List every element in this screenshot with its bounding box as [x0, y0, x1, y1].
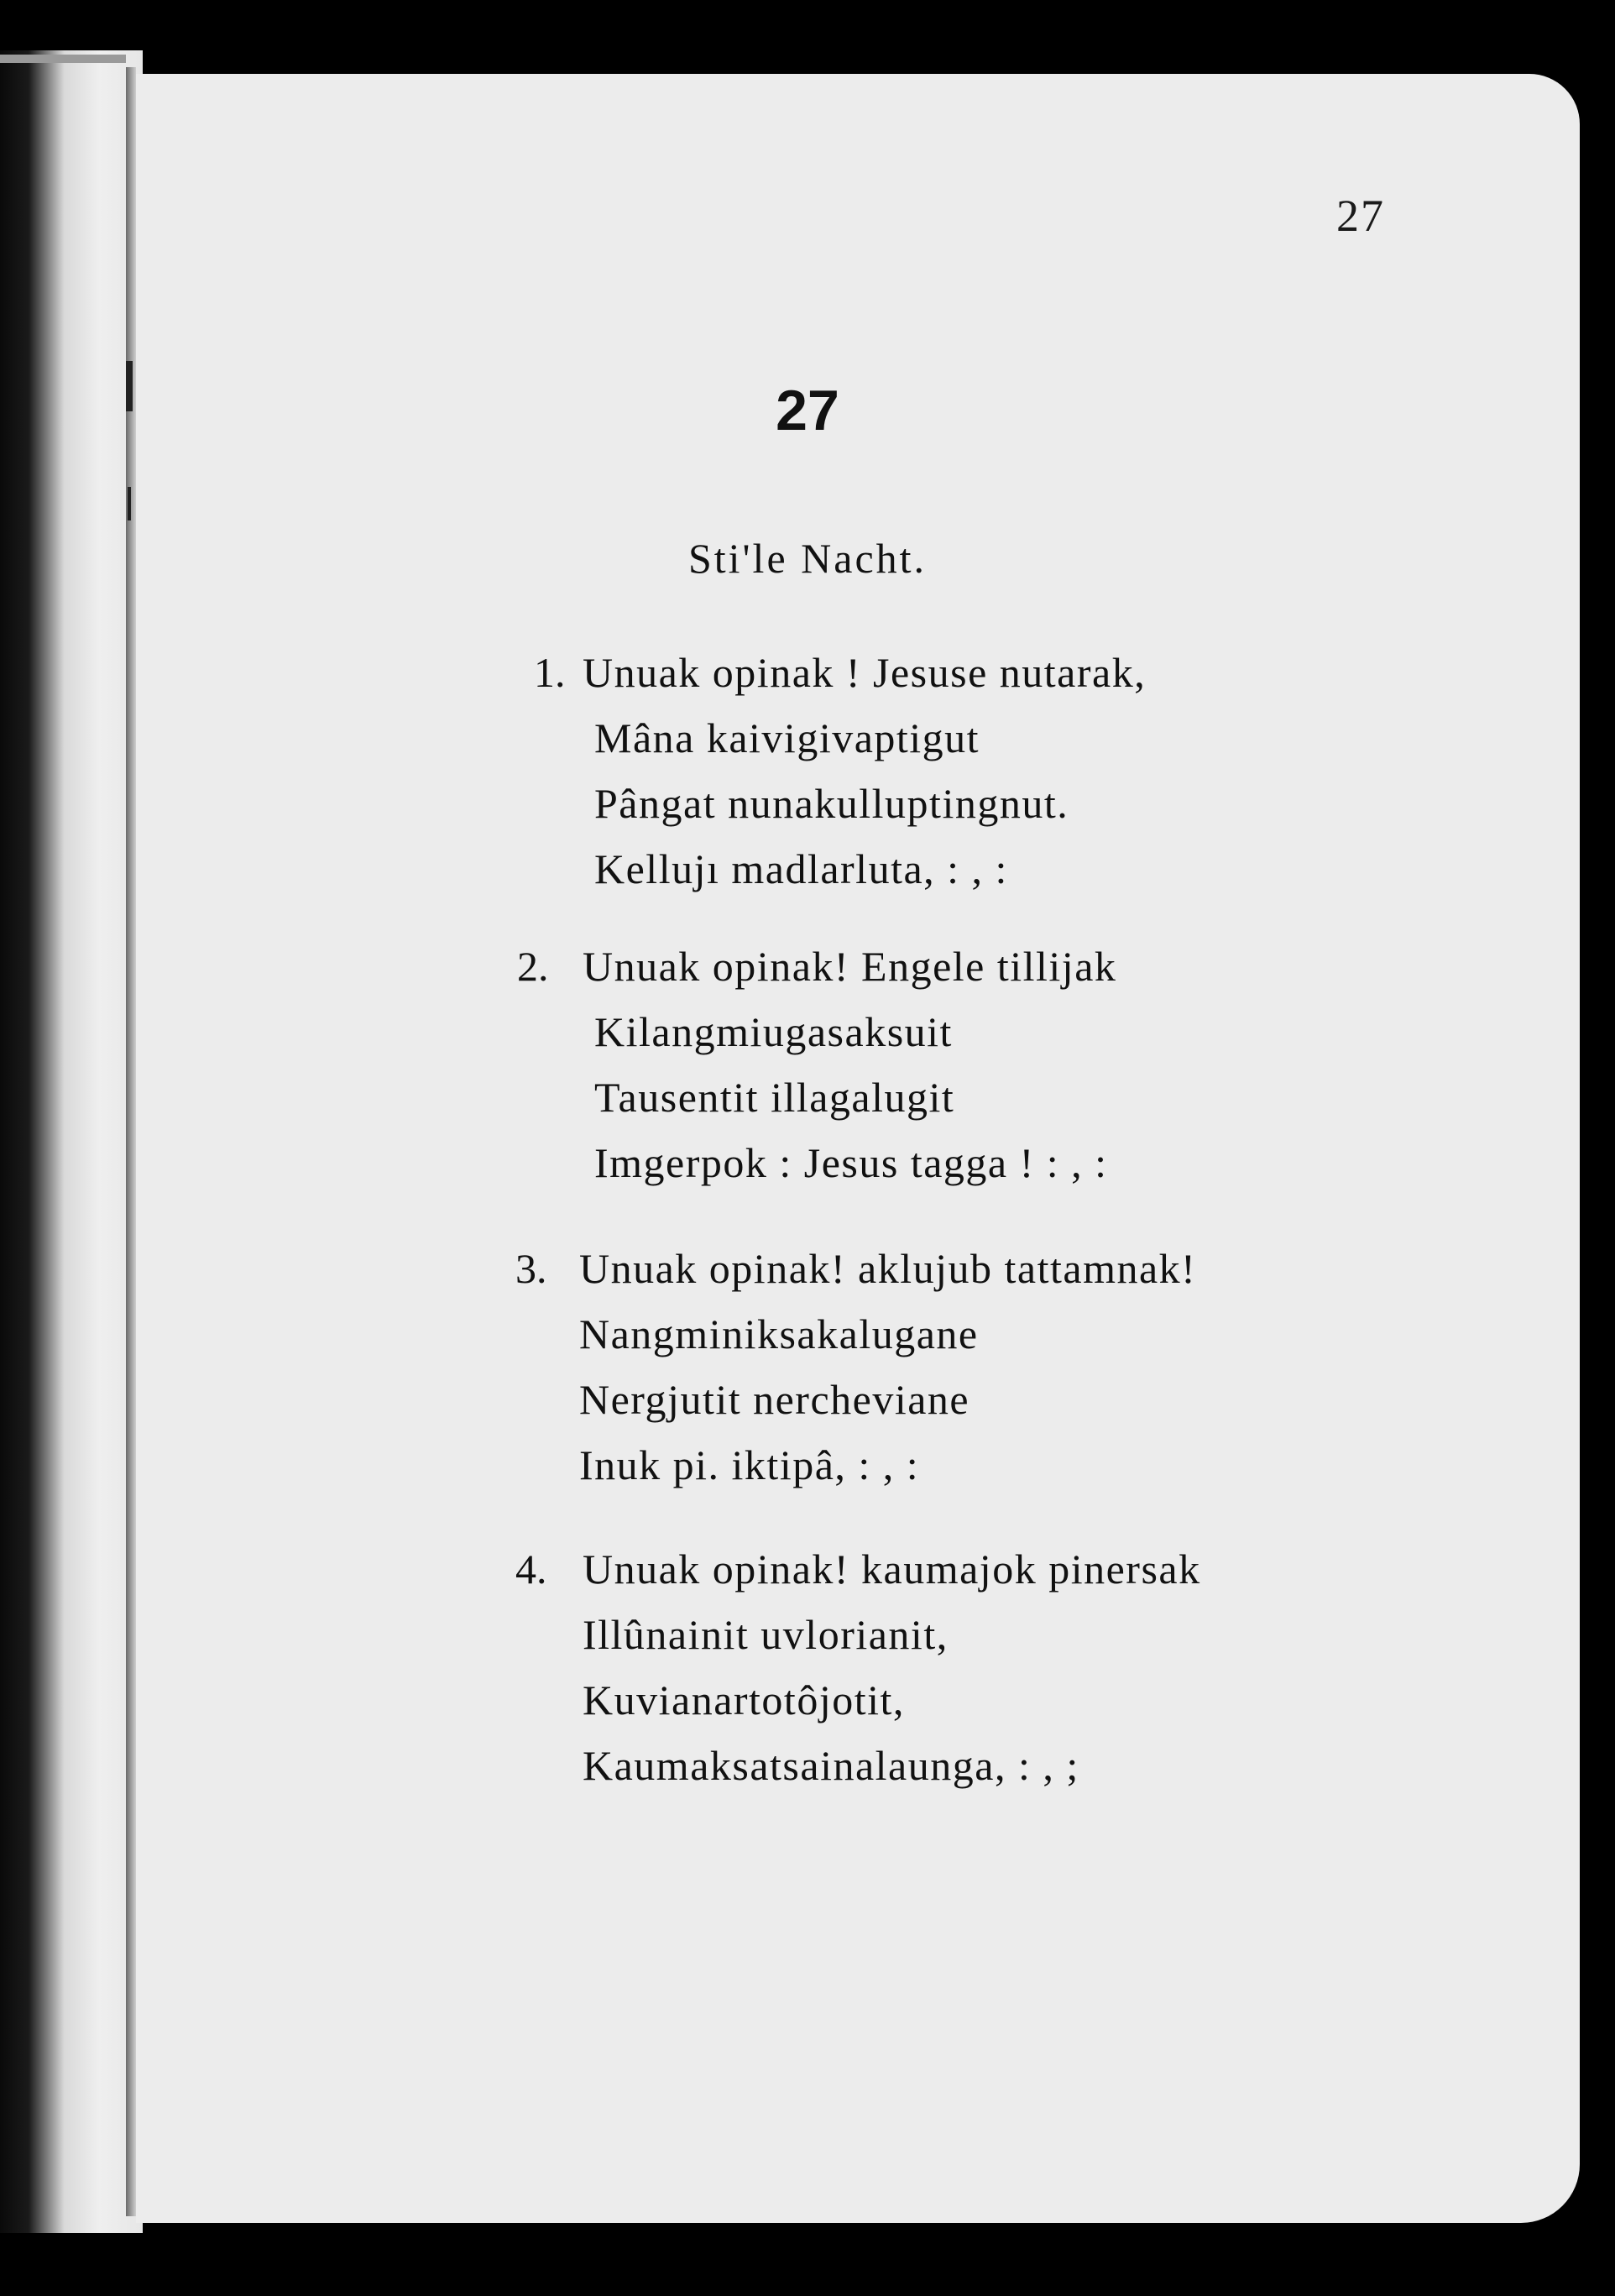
verse-line: Kuvianartotôjotit, — [583, 1676, 905, 1723]
verse-number: 3. — [515, 1245, 547, 1292]
verse-line: Inuk pi. iktipâ, : , : — [579, 1441, 920, 1488]
verse-line: Nangminiksakalugane — [579, 1310, 979, 1357]
verse-line: Tausentit illagalugit — [594, 1074, 955, 1121]
edge-mark — [128, 487, 131, 520]
verse-line: Kaumaksatsainalaunga, : , ; — [583, 1742, 1079, 1789]
verse-line: Imgerpok : Jesus tagga ! : , : — [594, 1139, 1108, 1186]
hymn-number: 27 — [776, 379, 839, 442]
page-edge-line — [0, 55, 126, 63]
verse-number: 4. — [515, 1545, 547, 1593]
verse-line: Illûnainit uvlorianit, — [583, 1611, 949, 1658]
verse-number: 2. — [517, 943, 549, 990]
verse-line: Pângat nunakulluptingnut. — [594, 780, 1069, 827]
verse-line: Mâna kaivigivaptigut — [594, 714, 980, 761]
verse-number: 1. — [534, 649, 566, 696]
verse-line: Unuak opinak! Engele tillijak — [583, 943, 1117, 990]
verse-line: Unuak opinak! kaumajok pinersak — [583, 1545, 1201, 1593]
verse-line: Kellujı madlarluta, : , : — [594, 845, 1008, 892]
verse-line: Unuak opinak ! Jesuse nutarak, — [583, 649, 1147, 696]
verse-line: Unuak opinak! aklujub tattamnak! — [579, 1245, 1197, 1292]
page-number: 27 — [1336, 191, 1385, 241]
verse-line: Kilangmiugasaksuit — [594, 1008, 953, 1055]
hymn-title: Sti'le Nacht. — [687, 535, 928, 582]
verse-line: Nergjutit nercheviane — [579, 1376, 970, 1423]
